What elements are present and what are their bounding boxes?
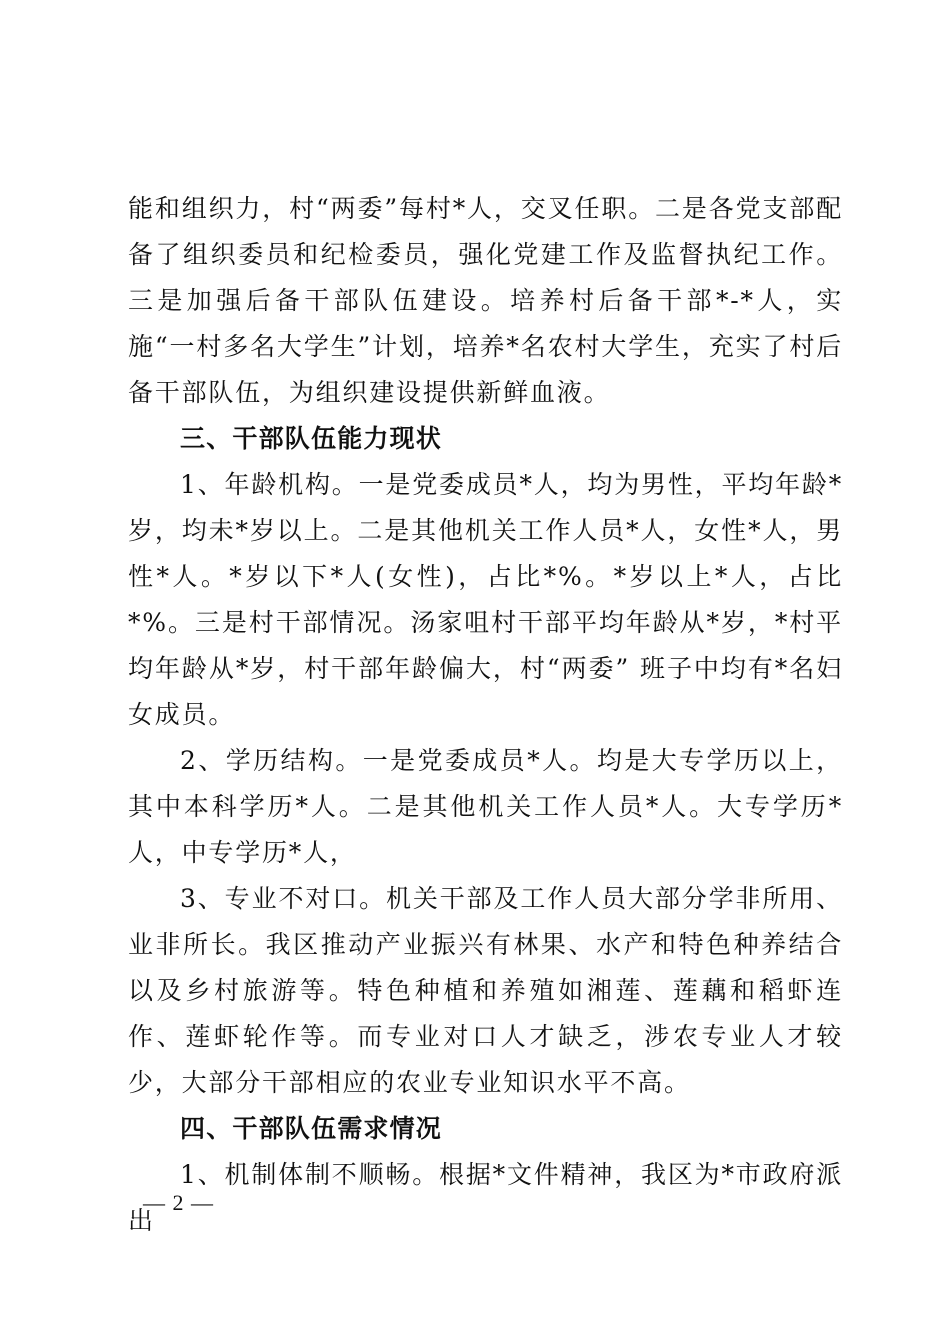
paragraph-mechanism: 1、机制体制不顺畅。根据*文件精神，我区为*市政府派出	[128, 1160, 843, 1235]
document-body	[128, 186, 843, 1244]
page-number: — 2 —	[143, 1190, 214, 1215]
section-heading-3: 三、干部队伍能力现状	[180, 424, 443, 453]
paragraph-continuation: 能和组织力，村“两委”每村*人，交叉任职。二是各党支部配备了组织委员和纪检委员，强化党建工作及监督执纪工作。三是加强后备干部队伍建设。培养村后备干部*-*人，实施“一村多名大学生”计划，培养*名农村大学生，充实了村后备干部队伍，为组织建设提供新鲜血液。	[128, 194, 843, 407]
paragraph-education-structure: 2、学历结构。一是党委成员*人。均是大专学历以上，其中本科学历*人。二是其他机关工作人员*人。大专学历*人，中专学历*人，	[128, 746, 843, 867]
section-heading-4: 四、干部队伍需求情况	[180, 1114, 443, 1143]
paragraph-specialty-mismatch: 3、专业不对口。机关干部及工作人员大部分学非所用、业非所长。我区推动产业振兴有林果、水产和特色种养结合以及乡村旅游等。特色种植和养殖如湘莲、莲藕和稻虾连作、莲虾轮作等。而专业对口人才缺乏，涉农专业人才较少，大部分干部相应的农业专业知识水平不高。	[128, 884, 843, 1097]
paragraph-age-structure: 1、年龄机构。一是党委成员*人，均为男性，平均年龄*岁，均未*岁以上。二是其他机关工作人员*人，女性*人，男性*人。*岁以下*人(女性)，占比*%。*岁以上*人，占比*%。三是村干部情况。汤家咀村干部平均年龄从*岁，*村平均年龄从*岁，村干部年龄偏大，村“两委” 班子中均有*名妇女成员。	[128, 470, 843, 729]
